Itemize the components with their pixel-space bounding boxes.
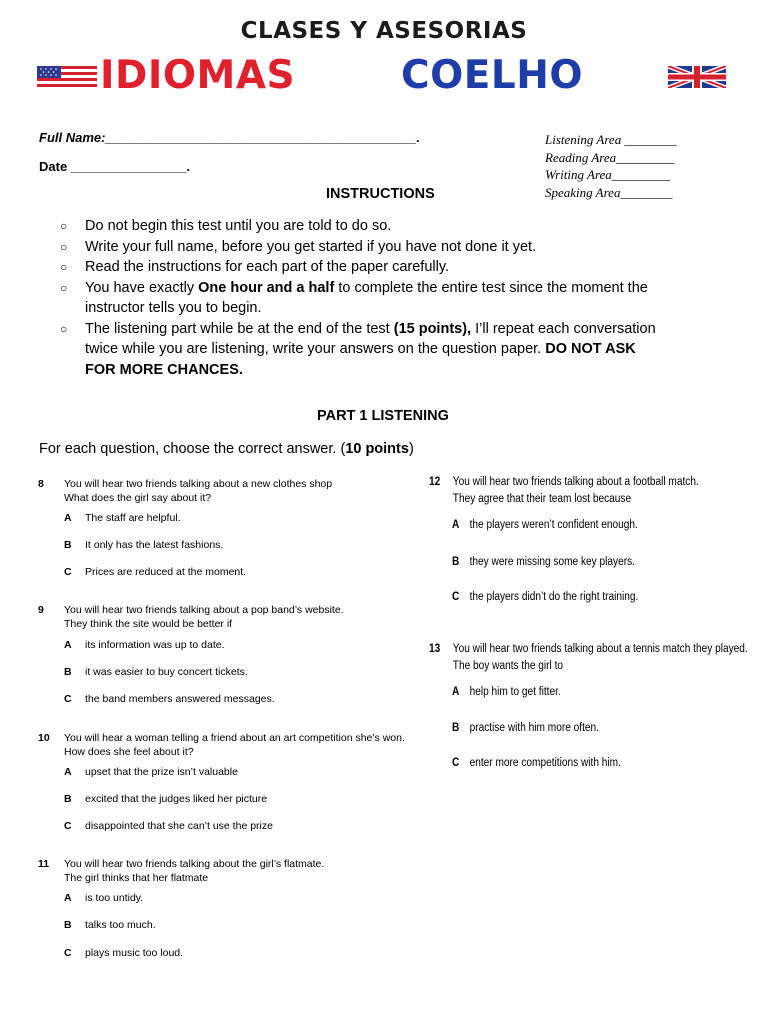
instruction-text: You have exactly	[85, 279, 199, 296]
option-letter: C	[64, 566, 72, 578]
option-text: plays music too loud.	[85, 947, 184, 959]
option-letter: C	[64, 820, 72, 832]
list-item	[60, 278, 660, 319]
option-text: is too untidy.	[85, 892, 144, 904]
option-text: the players didn’t do the right training.	[469, 591, 639, 603]
option-text: talks too much.	[85, 919, 156, 931]
question-number: 10	[38, 732, 50, 744]
question-number: 8	[38, 478, 44, 490]
option-text: its information was up to date.	[85, 639, 225, 651]
list-item	[60, 237, 660, 258]
question-stem	[453, 641, 768, 675]
option-text: It only has the latest fashions.	[85, 539, 224, 551]
instruction-text: Read the instructions for each part of the paper carefully.	[85, 259, 450, 275]
option-letter: B	[64, 539, 72, 551]
option-letter: A	[452, 519, 460, 531]
stem-line: You will hear two friends talking about the girl’s flatmate.	[64, 858, 325, 870]
stem-line: You will hear two friends talking about a new clothes shop	[64, 478, 333, 490]
option-letter: A	[452, 686, 460, 698]
option-text: upset that the prize isn’t valuable	[85, 766, 238, 778]
instruction-text: Do not begin this test until you are told to do so.	[85, 218, 392, 234]
option-letter: C	[452, 757, 460, 769]
stem-line: You will hear two friends talking about a tennis match they played.	[452, 643, 748, 655]
writing-area: Writing Area_________	[545, 167, 671, 182]
stem-line: The girl thinks that her flatmate	[64, 871, 209, 884]
question-number: 11	[38, 858, 50, 870]
brand-name-red: IDIOMAS	[100, 53, 296, 98]
question-number: 13	[429, 643, 441, 655]
option-text: it was easier to buy concert tickets.	[85, 666, 248, 678]
stem-line: You will hear two friends talking about a football match.	[452, 476, 699, 488]
uk-flag-icon	[668, 66, 726, 88]
option-letter: C	[64, 947, 72, 959]
bullet-circle-icon: ○	[60, 280, 68, 295]
instruction-text: Write your full name, before you get started if you have not done it yet.	[85, 238, 537, 255]
option-letter: A	[64, 766, 72, 778]
stem-line: They think the site would be better if	[64, 617, 233, 630]
option-letter: A	[64, 512, 72, 524]
option-text: the players weren’t confident enough.	[469, 519, 638, 531]
bullet-circle-icon: ○	[60, 239, 68, 254]
header-subtitle: CLASES Y ASESORIAS	[240, 18, 528, 44]
bullet-circle-icon: ○	[60, 321, 68, 336]
option-letter: B	[452, 556, 460, 568]
option-letter: B	[64, 919, 72, 931]
option-letter: A	[64, 639, 72, 651]
option-text: disappointed that she can’t use the prize	[85, 820, 273, 832]
option-letter: C	[452, 591, 460, 603]
list-item	[60, 216, 660, 237]
option-letter: B	[64, 793, 72, 805]
stem-line: They agree that their team lost because	[452, 493, 632, 505]
instruction-emphasis: One hour and a half	[198, 279, 335, 296]
part-title: PART 1 LISTENING	[317, 408, 449, 424]
instruction-emphasis: (15 points),	[393, 320, 472, 337]
bullet-circle-icon: ○	[60, 219, 68, 233]
option-letter: C	[64, 693, 72, 705]
stem-line: How does she feel about it?	[64, 745, 194, 758]
stem-line: You will hear a woman telling a friend about an art competition she’s won.	[64, 732, 405, 744]
instructions-list	[60, 216, 660, 380]
list-item	[60, 257, 660, 278]
stem-line: You will hear two friends talking about a pop band’s website.	[64, 604, 344, 616]
question-number: 12	[429, 476, 441, 488]
option-text: The staff are helpful.	[85, 512, 181, 524]
instruction-text: The listening part while be at the end of the test	[85, 320, 394, 337]
instructions-title: INSTRUCTIONS	[326, 186, 435, 202]
question-stem	[64, 604, 434, 631]
lead-end: )	[408, 441, 414, 457]
part-lead	[39, 441, 414, 457]
option-text: the band members answered messages.	[85, 693, 275, 705]
option-letter: B	[452, 722, 460, 734]
bullet-circle-icon: ○	[60, 260, 68, 274]
lead-text: For each question, choose the correct answer. (	[39, 441, 346, 457]
speaking-area: Speaking Area________	[545, 184, 673, 200]
question-stem	[453, 474, 768, 508]
full-name-field: Full Name:___________________________________________.	[39, 130, 420, 145]
stem-line: What does the girl say about it?	[64, 491, 212, 504]
question-number: 9	[38, 604, 44, 616]
option-text: enter more competitions with him.	[469, 757, 621, 769]
question-stem	[64, 478, 434, 505]
instruction-warning: DO NOT ASK FOR MORE CHANCES.	[85, 341, 636, 378]
option-text: practise with him more often.	[469, 722, 599, 734]
listening-area: Listening Area ________	[545, 132, 677, 147]
question-stem	[64, 732, 434, 759]
option-text: they were missing some key players.	[469, 556, 635, 568]
option-letter: B	[64, 666, 72, 678]
reading-area: Reading Area_________	[545, 149, 675, 165]
instruction-text: to complete the entire test since the moment the instructor tells you to begin.	[85, 279, 648, 316]
brand-name-blue: COELHO	[401, 53, 584, 98]
option-text: excited that the judges liked her picture	[85, 793, 268, 805]
lead-points: 10 points	[345, 441, 409, 457]
us-flag-icon	[37, 66, 97, 88]
stem-line: The boy wants the girl to	[452, 660, 564, 672]
instruction-text: I’ll repeat each conversation twice while you are listening, write your answers on the question paper.	[85, 320, 656, 357]
brand-banner	[0, 54, 768, 98]
option-text: Prices are reduced at the moment.	[85, 566, 247, 578]
option-letter: A	[64, 892, 72, 904]
list-item	[60, 319, 660, 381]
area-scores	[545, 131, 676, 201]
question-stem	[64, 858, 434, 885]
option-text: help him to get fitter.	[469, 686, 561, 698]
date-field: Date ________________.	[39, 159, 191, 174]
